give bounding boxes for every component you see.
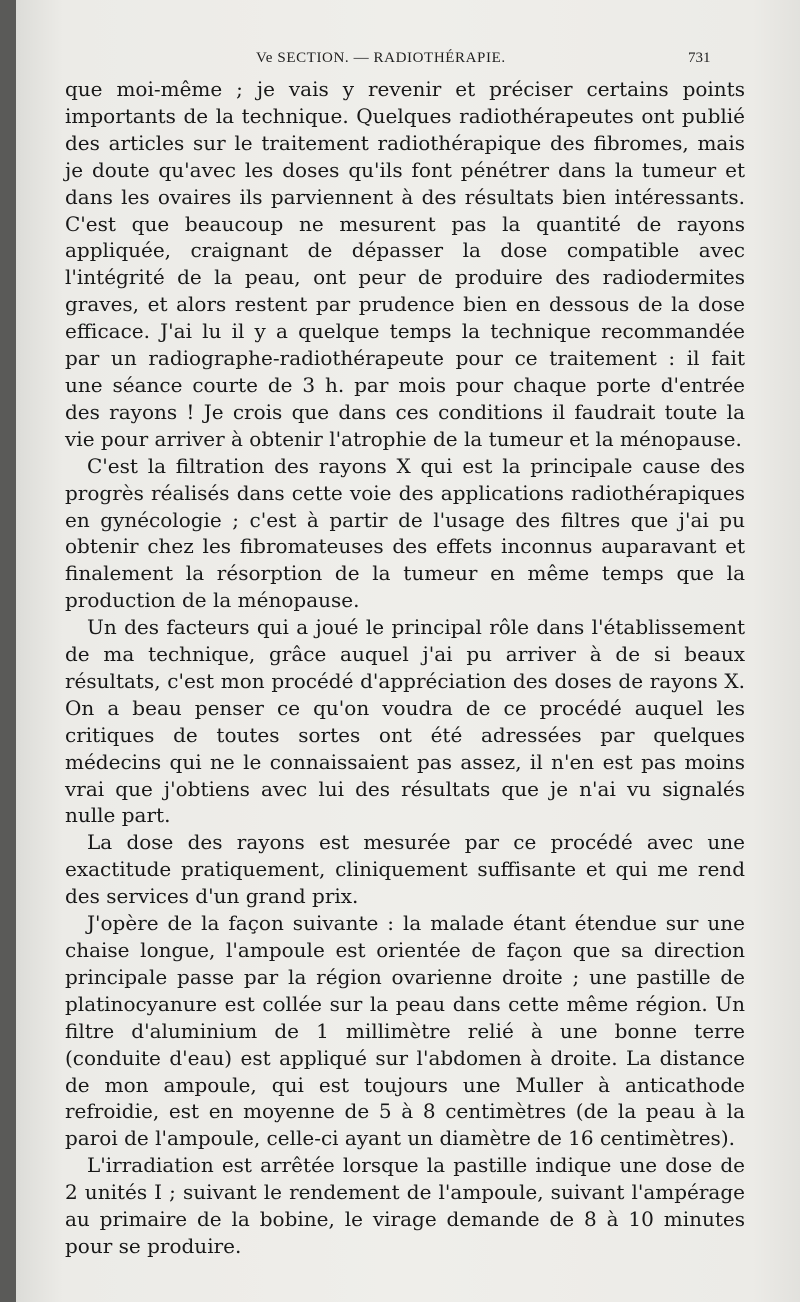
book-page [16, 0, 800, 1302]
paragraph: que moi-même ; je vais y revenir et préciser certains points importants de la technique. Quelques radiothérapeutes ont publié des articles sur le traitement radiothérapique des fibromes, mais je doute qu'avec les doses qu'ils font pénétrer dans la tumeur et dans les ovaires ils parviennent à des résultats bien intéressants. C'est que beaucoup ne mesurent pas la quantité de rayons appliquée, craignant de dépasser la dose compatible avec l'intégrité de la peau, ont peur de produire des radiodermites graves, et alors restent par prudence bien en dessous de la dose efficace. J'ai lu il y a quelque temps la technique recommandée par un radiographe-radiothérapeute pour ce traitement : il fait une séance courte de 3 h. par mois pour chaque porte d'entrée des rayons ! Je crois que dans ces conditions il faudrait toute la vie pour arriver à obtenir l'atrophie de la tumeur et la ménopause. [65, 77, 745, 451]
section-title: Ve SECTION. — RADIOTHÉRAPIE. [256, 50, 506, 66]
body-text [65, 76, 745, 1260]
running-header [16, 50, 800, 74]
paragraph: C'est la filtration des rayons X qui est la principale cause des progrès réalisés dans cette voie des applications radiothérapiques en gynécologie ; c'est à partir de l'usage des filtres que j'ai pu obtenir chez les fibromateuses des effets inconnus auparavant et finalement la résorption de la tumeur en même temps que la production de la ménopause. [65, 453, 745, 613]
paragraph: Un des facteurs qui a joué le principal rôle dans l'établissement de ma technique, grâce auquel j'ai pu arriver à de si beaux résultats, c'est mon procédé d'appréciation des doses de rayons X. On a beau penser ce qu'on voudra de ce procédé auquel les critiques de toutes sortes ont été adressées par quelques médecins qui ne le connaissaient pas assez, il n'en est pas moins vrai que j'obtiens avec lui des résultats que je n'ai vu signalés nulle part. [65, 615, 745, 828]
paragraph: J'opère de la façon suivante : la malade étant étendue sur une chaise longue, l'ampoule est orientée de façon que sa direction principale passe par la région ovarienne droite ; une pastille de platinocyanure est collée sur la peau dans cette même région. Un filtre d'aluminium de 1 millimètre relié à une bonne terre (conduite d'eau) est appliqué sur l'abdomen à droite. La distance de mon ampoule, qui est toujours une Muller à anticathode refroidie, est en moyenne de 5 à 8 centimètres (de la peau à la paroi de l'ampoule, celle-ci ayant un diamètre de 16 centimètres). [65, 911, 745, 1151]
paragraph: La dose des rayons est mesurée par ce procédé avec une exactitude pratiquement, cliniquement suffisante et qui me rend des services d'un grand prix. [65, 830, 745, 909]
paragraph: L'irradiation est arrêtée lorsque la pastille indique une dose de 2 unités I ; suivant le rendement de l'ampoule, suivant l'ampérage au primaire de la bobine, le virage demande de 8 à 10 minutes pour se produire. [65, 1153, 745, 1258]
page-number: 731 [688, 50, 711, 66]
